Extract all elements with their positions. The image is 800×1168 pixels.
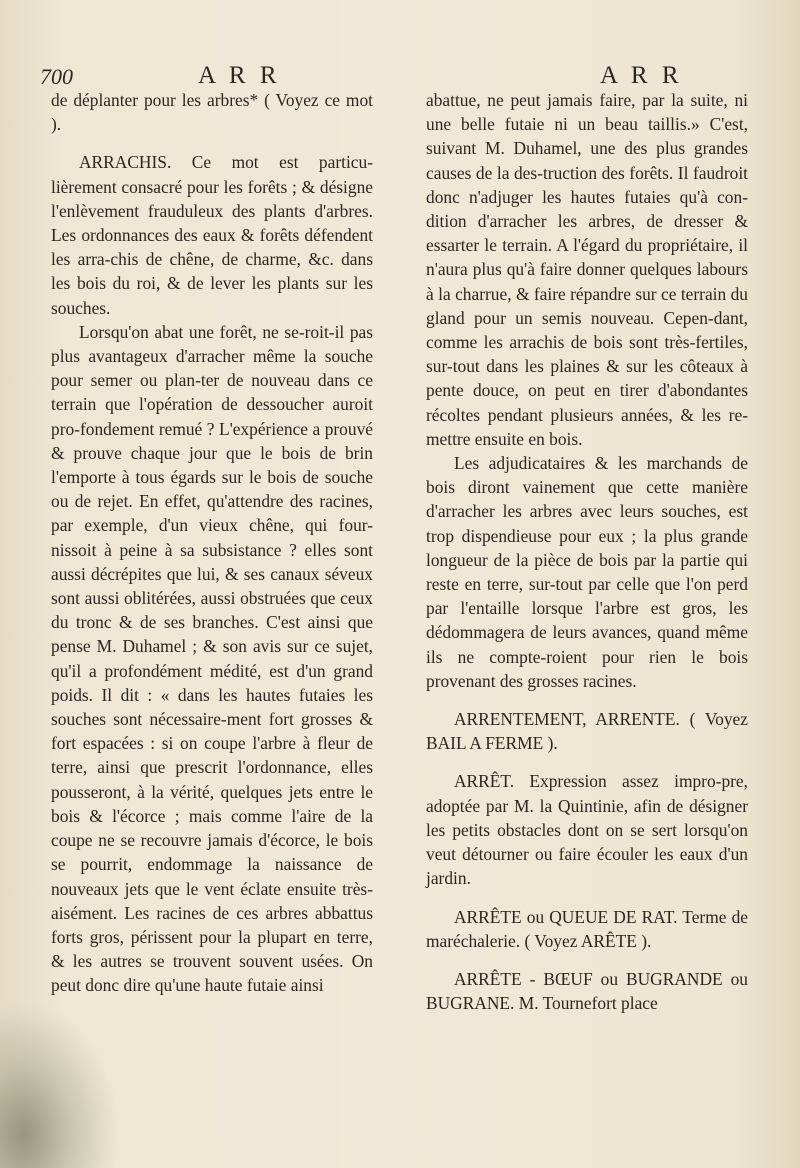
entry-arrachis: ARRACHIS. Ce mot est particu-lièrement consacré pour les forêts ; & désigne l'enlèvement frauduleux des plants d'arbres. Les ordonnances des eaux & forêts défendent les arra-chis de chêne, de charme, &c. dans les bois du roi, & de lever les plants sur les souches. xyxy=(51,152,373,318)
paragraph-adjudicataires: Les adjudicataires & les marchands de bois diront vainement que cette manière d'arracher les arbres avec leurs souches, est trop dispendieuse pour eux ; la plus grande longueur de la pièce de bois par la partie qui reste en terre, sur-tout par celle que l'on perd par l'entaille lorsque l'arbre est gros, les dédommagera de leurs avances, quand même ils ne compte-roient pour rien le bois provenant des grosses racines. xyxy=(426,453,748,691)
continuation-paragraph: de déplanter pour les arbres* ( Voyez ce mot ). xyxy=(51,90,373,135)
entry-arrentement: ARRENTEMENT, ARRENTE. ( Voyez BAIL A FERME ). xyxy=(426,709,748,754)
left-running-head: A R R xyxy=(198,62,281,89)
entry-arrete-boeuf: ARRÊTE - BŒUF ou BUGRANDE ou BUGRANE. M. Tournefort place xyxy=(426,968,748,1014)
paragraph-souche: Lorsqu'on abat une forêt, ne se-roit-il pas plus avantageux d'arracher même la souche pour semer ou plan-ter de nouveau dans ce terrain que l'opération de dessoucher auroit pro-fondement remué ? L'expérience a prouvé & prouve chaque jour que le bois de brin l'emporte à tous égards sur le bois de souche ou de rejet. En effet, qu'attendre des racines, par exemple, d'un vieux chêne, qui four-nissoit à peine à sa subsistance ? elles sont aussi décrépites que lui, & ses canaux séveux sont aussi oblitérées, aussi obstruées que ceux du tronc & de ses branches. C'est ainsi que pense M. Duhamel ; & son avis sur ce sujet, qu'il a profondément médité, est d'un grand poids. Il dit : « dans les hautes futaies les souches sont nécessaire-ment fort grosses & fort espacées : si on coupe l'arbre à fleur de terre, ainsi que prescrit l'ordonnance, elles pousseront, à la vérité, quelques jets entre le bois & l'écorce ; mais comme l'aire de la coupe ne se recouvre jamais d'écorce, le bois se pourrit, endommage la naissance de nouveaux jets que le vent éclate ensuite très-aisément. Les racines de ces arbres abbattus forts gros, périssent pour la plupart en terre, & les autres se trouvent souvent usées. On peut donc dire qu'une haute futaie ainsi xyxy=(51,321,373,996)
entry-arret: ARRÊT. Expression assez impro-pre, adoptée par M. la Quintinie, afin de désigner les petits obstacles dont on se sert lorsqu'on veut détourner ou faire écouler les eaux d'un jardin. xyxy=(426,771,748,889)
right-column xyxy=(426,88,748,1015)
right-running-head: A R R xyxy=(600,62,683,89)
entry-arrete-queue-de-rat: ARRÊTE ou QUEUE DE RAT. Terme de maréchalerie. ( Voyez ARÊTE ). xyxy=(426,906,748,951)
continuation-paragraph-right: abattue, ne peut jamais faire, par la suite, ni une belle futaie ni un beau taillis.» C'est, suivant M. Duhamel, une des plus grandes causes de la des-truction des forêts. Il faudroit donc n'adjuger les hautes futaies qu'à con-dition d'arracher les arbres, de dresser & essarter le terrain. A l'égard du propriétaire, il n'aura plus qu'à faire donner quelques labours à la charrue, & faire répandre sur ce terrain du gland pour un semis nouveau. Cepen-dant, comme les arrachis de bois sont très-fertiles, sur-tout dans les plaines & sur les côteaux à pente douce, on peut en tirer d'abondantes récoltes pendant plusieurs années, & les re-mettre ensuite en bois. xyxy=(426,90,748,449)
left-column xyxy=(51,88,373,998)
page-number: 700 xyxy=(40,64,73,89)
page-stain xyxy=(0,1000,120,1168)
